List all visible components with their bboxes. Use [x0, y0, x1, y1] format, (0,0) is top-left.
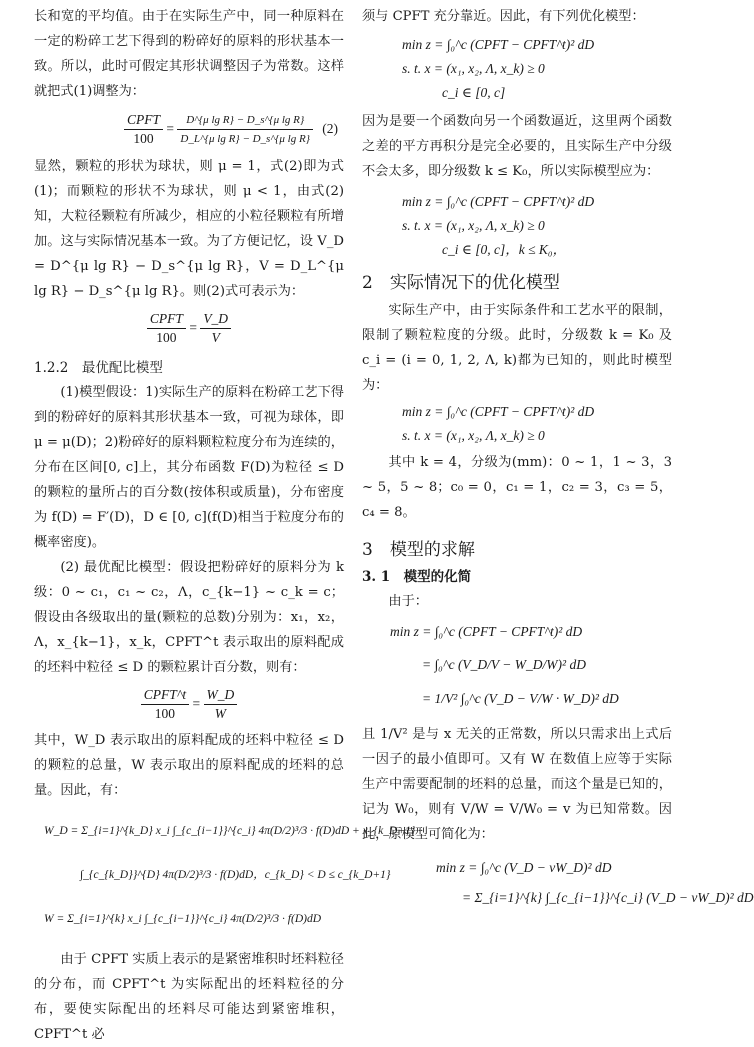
eq2-lhs-den: 100	[133, 131, 154, 147]
opt1-constraint-c: c_i ∈ [0, c]	[442, 85, 506, 100]
final-model	[362, 853, 754, 913]
right-paragraph-6: 且 1/V² 是与 x 无关的正常数，所以只需求出上式后一因子的最小值即可。又有 W 在数值上应等于实际生产中需要配制的坯料的总量，而这个量是已知的，记为 W₀，则有 V/W = V/W₀ = v 为已知常数。因此，原模型可简化为：	[362, 727, 672, 842]
right-paragraph-1: 须与 CPFT 充分靠近。因此，有下列优化模型：	[362, 9, 645, 24]
eq3-lhs-den: 100	[156, 330, 177, 346]
opt3-constraint-x: s. t. x = (x₁, x₂, Λ, x_k) ≥ 0	[402, 428, 545, 443]
eq3-rhs-num: V_D	[200, 310, 231, 329]
section-2-heading: 2 实际情况下的优化模型	[362, 273, 560, 293]
eq4-lhs	[141, 686, 189, 723]
eq2-lhs	[124, 111, 163, 148]
equation-4: $\frac{\text{CPFT\textasciicircum{}t}}{100}$ = $\frac{W\_D}{W}$	[34, 680, 344, 728]
right-paragraph-3: 实际生产中，由于实际条件和工艺水平的限制，限制了颗粒粒度的分级。此时，分级数 k = K₀ 及 c_i = (i = 0, 1, 2, Λ, k)都为已知的，则此时模型为：	[362, 303, 672, 393]
optimization-model-3	[362, 400, 672, 448]
right-column	[362, 0, 754, 913]
simplify-line-3: = 1/V² ∫₀^c (V_D − V/W · W_D)² dD	[422, 691, 619, 706]
opt1-constraint-x: s. t. x = (x₁, x₂, Λ, x_k) ≥ 0	[402, 61, 545, 76]
eq4-rhs-num: W_D	[204, 686, 238, 705]
simplify-line-2: = ∫₀^c (V_D/V − W_D/W)² dD	[422, 657, 586, 672]
eq4-lhs-den: 100	[154, 706, 176, 722]
eq2-rhs	[177, 111, 313, 148]
left-paragraph-5: 其中，W_D 表示取出的原料配成的坯料中粒径 ≤ D 的颗粒的总量，W 表示取出的原料配成的坯料的总量。因此，有：	[34, 733, 344, 798]
eq3-rhs-den: V	[211, 330, 220, 346]
eq4-rhs-den: W	[214, 706, 227, 722]
final-line-2: = Σ_{i=1}^{k} ∫_{c_{i−1}}^{c_i} (V_D − vW_D)² dD	[462, 890, 754, 905]
left-paragraph-2: 显然，颗粒的形状为球状，则 μ = 1，式(2)即为式(1)；而颗粒的形状不为球状，则 μ < 1，由式(2)知，大粒径颗粒有所减少，相应的小粒径颗粒有所增加。这与实际情况基本一致。为了方便记忆，设 V_D = D^{μ lg R} − D_s^{μ lg R}，V = D_L^{μ lg R} − D_s^{μ lg R}。则(2)式可表示为：	[34, 159, 344, 299]
opt2-constraint-c: c_i ∈ [0, c]，k ≤ K₀，	[442, 242, 567, 257]
equation-w: W = Σ_{i=1}^{k} x_i ∫_{c_{i−1}}^{c_i} 4π(D/2)³/3 · f(D)dD	[44, 913, 322, 925]
section-3-heading: 3 模型的求解	[362, 540, 475, 560]
equation-wd-line-1: W_D = Σ_{i=1}^{k_D} x_i ∫_{c_{i−1}}^{c_i} 4π(D/2)³/3 · f(D)dD + x_{k_D+1} ·	[44, 825, 422, 837]
right-paragraph-4: 其中 k = 4，分级为(mm)：0 ~ 1，1 ~ 3，3 ~ 5，5 ~ 8；c₀ = 0，c₁ = 1，c₂ = 3，c₃ = 5，c₄ = 8。	[362, 455, 672, 520]
right-paragraph-5: 由于：	[388, 594, 428, 609]
opt1-objective: min z = ∫₀^c (CPFT − CPFT^t)² dD	[402, 37, 595, 52]
simplify-line-1: min z = ∫₀^c (CPFT − CPFT^t)² dD	[390, 624, 583, 639]
final-line-1: min z = ∫₀^c (V_D − vW_D)² dD	[436, 860, 612, 875]
eq2-lhs-num: CPFT	[124, 111, 163, 130]
equation-wd-line-2: ∫_{c_{k_D}}^{D} 4π(D/2)³/3 · f(D)dD，c_{k_D} < D ≤ c_{k_D+1}	[80, 869, 391, 881]
simplification-equations	[362, 616, 672, 716]
eq2-label: (2)	[322, 121, 338, 136]
opt2-objective: min z = ∫₀^c (CPFT − CPFT^t)² dD	[402, 194, 595, 209]
heading-1-2-2: 1.2.2 最优配比模型	[34, 360, 163, 376]
opt2-constraint-x: s. t. x = (x₁, x₂, Λ, x_k) ≥ 0	[402, 218, 545, 233]
optimization-model-1	[362, 33, 672, 105]
eq2-rhs-num: D^{μ lg R} − D_s^{μ lg R}	[177, 111, 313, 130]
left-paragraph-3: (1)模型假设：1)实际生产的原料在粉碎工艺下得到的粉碎好的原料其形状基本一致，可视为球体，即 μ = μ(D)；2)粉碎好的原料颗粒粒度分布为连续的，分布在区间[0, c]上，其分布函数 F(D)为粒径 ≤ D 的颗粒的量所占的百分数(按体积或质量)，分布密度为 f(D) = F′(D)，D ∈ [0, c](f(D)相当于粒度分布的概率密度)。	[34, 385, 344, 550]
right-paragraph-2: 因为是要一个函数向另一个函数逼近，这里两个函数之差的平方再积分是完全必要的，且实际生产中分级不会太多，即分级数 k ≤ K₀，所以实际模型应为：	[362, 114, 672, 179]
equation-2: $\frac{\text{CPFT}}{100}$ = $\frac{\text{D\textasciicircum{}\{μ lg R\} − D\_s\textasciicircum{}\{μ lg R\}}}{\text{D\_L\textasciicircum{}\{μ lg R\} − D\_s\textasciicircum{}\{μ lg R\}}}$ (2)	[34, 104, 344, 154]
eq4-lhs-num: CPFT^t	[141, 686, 189, 705]
left-paragraph-6: 由于 CPFT 实质上表示的是紧密堆积时坯料粒径的分布，而 CPFT^t 为实际配出的坯料粒径的分布，要使实际配出的坯料尽可能达到紧密堆积，CPFT^t 必	[34, 952, 344, 1042]
eq3-rhs	[200, 310, 231, 347]
eq3-lhs-num: CPFT	[147, 310, 186, 329]
opt3-objective: min z = ∫₀^c (CPFT − CPFT^t)² dD	[402, 404, 595, 419]
left-paragraph-1: 长和宽的平均值。由于在实际生产中，同一种原料在一定的粉碎工艺下得到的粉碎好的原料的形状基本一致。所以，此时可假定其形状调整因子为常数。这样就把式(1)调整为：	[34, 9, 344, 99]
equation-3: $\frac{\text{CPFT}}{100}$ = $\frac{V\_D}{V}$	[34, 304, 344, 352]
optimization-model-2	[362, 190, 672, 262]
heading-3-1: 3. 1 模型的化简	[362, 569, 472, 585]
eq4-rhs	[204, 686, 238, 723]
eq2-rhs-den: D_L^{μ lg R} − D_s^{μ lg R}	[180, 133, 311, 146]
left-paragraph-4: (2) 最优配比模型：假设把粉碎好的原料分为 k 级：0 ~ c₁，c₁ ~ c₂，Λ，c_{k−1} ~ c_k = c；假设由各级取出的量(颗粒的总数)分别为：x₁，x₂，Λ，x_{k−1}，x_k，CPFT^t 表示取出的原料配成的坯料中粒径 ≤ D 的颗粒累计百分数，则有：	[34, 560, 344, 675]
eq3-lhs	[147, 310, 186, 347]
